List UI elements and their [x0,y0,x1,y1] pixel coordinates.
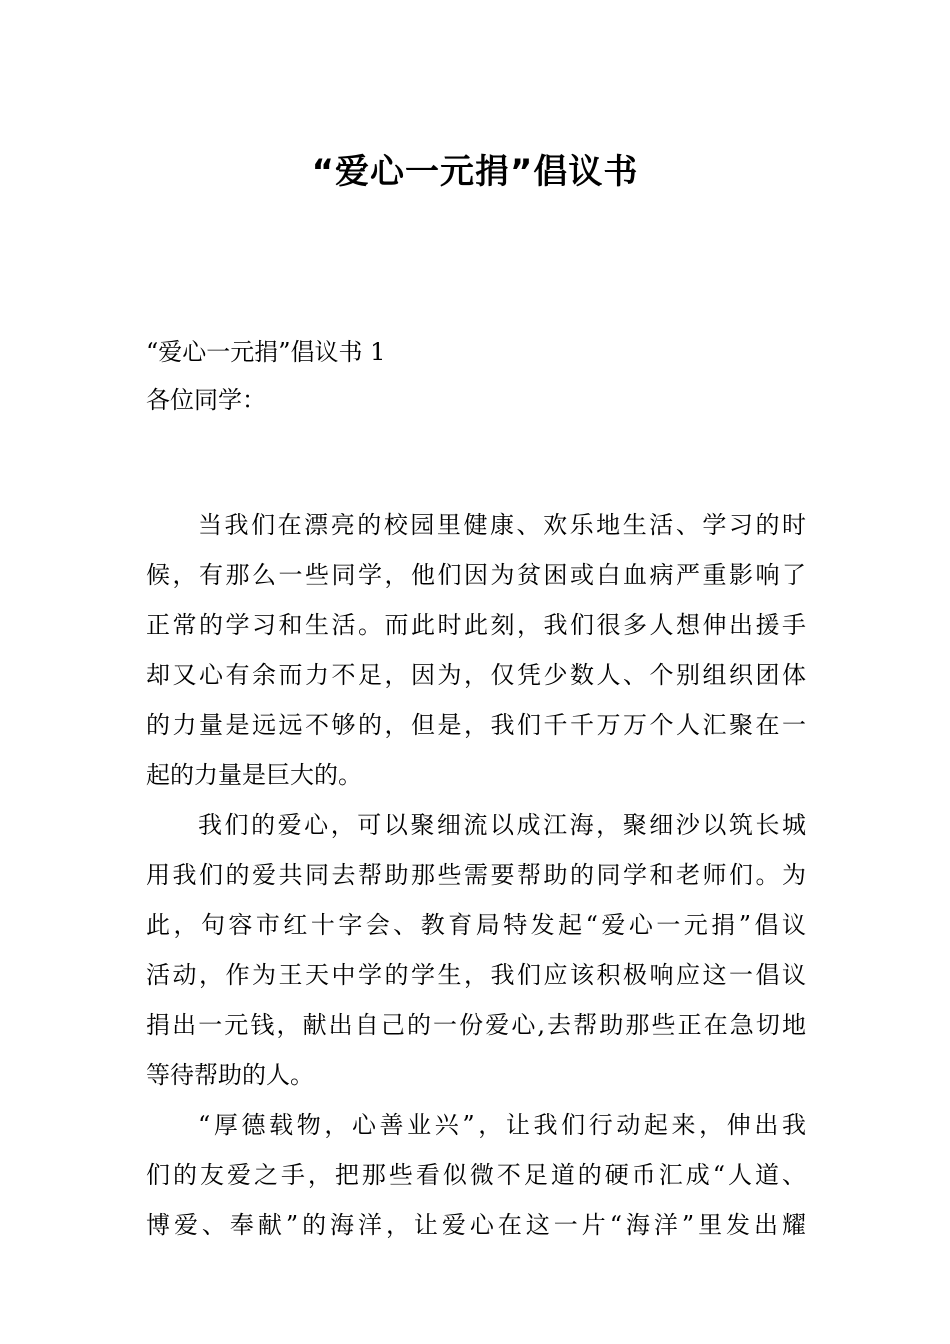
paragraph-line: 候，有那么一些同学，他们因为贫困或白血病严重影响了 [146,561,806,589]
paragraph-line: 的力量是远远不够的，但是，我们千千万万个人汇聚在一 [146,711,806,739]
paragraph-line: 正常的学习和生活。而此时此刻，我们很多人想伸出援手 [146,611,806,639]
paragraph-line: 起的力量是巨大的。 [146,761,362,789]
paragraph-line: 用我们的爱共同去帮助那些需要帮助的同学和老师们。为 [146,861,806,889]
paragraph-3 [146,1100,806,1250]
paragraph-line: 活动，作为王天中学的学生，我们应该积极响应这一倡议 [146,961,806,989]
paragraph-line: 等待帮助的人。 [146,1061,314,1089]
paragraph-line: 此，句容市红十字会、教育局特发起“爱心一元捐”倡议 [146,911,806,939]
blank-space [146,424,806,500]
paragraph-line: “厚德载物，心善业兴”，让我们行动起来，伸出我 [198,1111,806,1139]
page-title: “爱心一元捐”倡议书 [311,151,639,192]
paragraph-line: 我们的爱心，可以聚细流以成江海，聚细沙以筑长城 [198,811,806,839]
paragraph-line: 博爱、奉献”的海洋，让爱心在这一片“海洋”里发出耀 [146,1211,806,1239]
paragraph-2 [146,800,806,1100]
document-subtitle: “爱心一元捐”倡议书 1 [146,338,386,366]
paragraph-1 [146,500,806,800]
paragraph-line: 却又心有余而力不足，因为，仅凭少数人、个别组织团体 [146,661,806,689]
document-body [146,328,806,1250]
salutation: 各位同学： [146,386,266,414]
paragraph-line: 们的友爱之手，把那些看似微不足道的硬币汇成“人道、 [146,1161,806,1189]
paragraph-line: 当我们在漂亮的校园里健康、欢乐地生活、学习的时 [198,511,806,539]
paragraph-line: 捐出一元钱，献出自己的一份爱心,去帮助那些正在急切地 [146,1011,806,1039]
